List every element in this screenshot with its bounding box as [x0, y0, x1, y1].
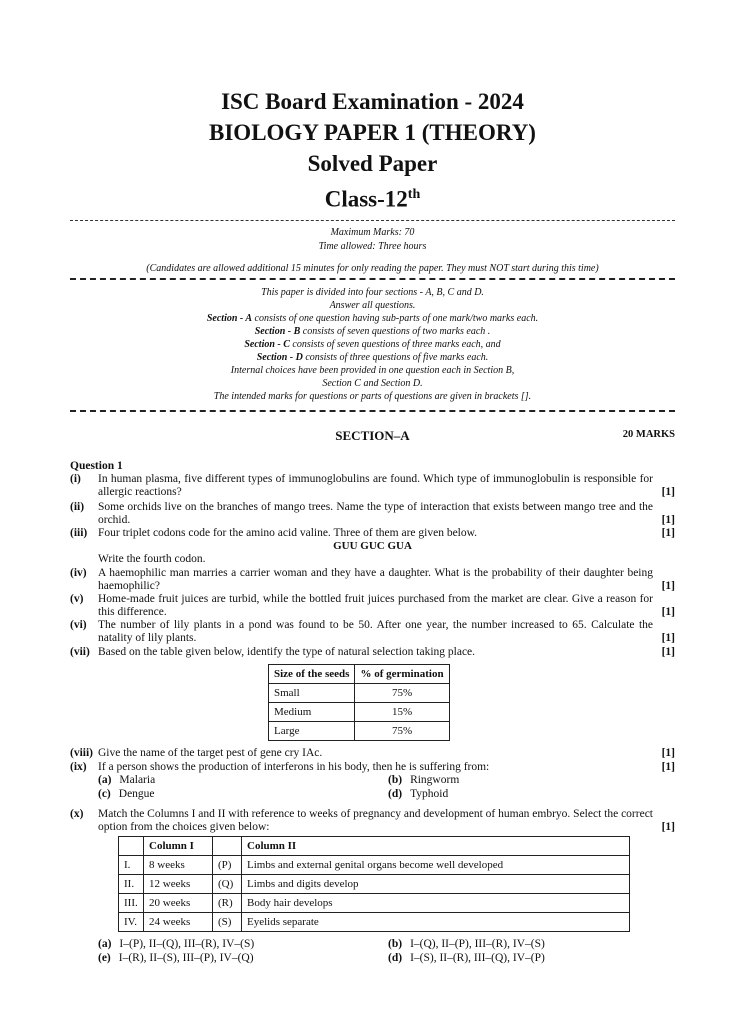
section-marks: 20 MARKS — [622, 429, 675, 440]
question-item — [70, 747, 675, 760]
max-marks: Maximum Marks: 70 — [330, 227, 415, 238]
item-number: (viii) — [70, 747, 93, 759]
table-row: III. 20 weeks (R) Body hair develops — [119, 894, 630, 913]
item-marks: [1] — [661, 646, 675, 658]
option: (b) Ringworm — [388, 774, 460, 786]
item-text: The number of lily plants in a pond was found to be 50. After one year, the number increased to 65. Calculate the natality of lily plants. — [98, 619, 653, 644]
divider — [70, 220, 675, 221]
question-item — [70, 501, 675, 527]
item-marks: [1] — [661, 527, 675, 539]
item-marks: [1] — [661, 486, 675, 498]
item-number: (v) — [70, 593, 84, 605]
instruction-line: The intended marks for questions or parts of questions are given in brackets []. — [213, 391, 532, 402]
time-allowed: Time allowed: Three hours — [318, 241, 427, 252]
item-number: (iii) — [70, 527, 88, 539]
item-marks: [1] — [661, 514, 675, 526]
class-title: Class-12th — [324, 186, 421, 212]
codon-list: GUU GUC GUA — [333, 540, 412, 552]
question-item — [70, 761, 675, 774]
question-item — [70, 567, 675, 593]
table-row: I. 8 weeks (P) Limbs and external genital organs become well developed — [119, 856, 630, 875]
section-header — [70, 428, 675, 444]
table-row: Small 75% — [269, 684, 450, 703]
divider — [70, 410, 675, 412]
item-text: Home-made fruit juices are turbid, while the bottled fruit juices purchased from the market are clear. Give a reason for this difference. — [98, 593, 653, 618]
option: (c) Dengue — [98, 788, 155, 800]
table-header: Column I — [144, 837, 213, 856]
table-row: Medium 15% — [269, 703, 450, 722]
question-item — [70, 808, 675, 834]
instruction-line: Section - B consists of seven questions of two marks each . — [254, 326, 491, 337]
table-header: Size of the seeds — [269, 665, 355, 684]
item-marks: [1] — [661, 632, 675, 644]
board-title: ISC Board Examination - 2024 — [221, 89, 524, 114]
instruction-line: Internal choices have been provided in one question each in Section B, — [230, 365, 515, 376]
question-item — [70, 473, 675, 499]
item-text: Four triplet codons code for the amino acid valine. Three of them are given below. — [98, 527, 478, 539]
paper-title-block — [0, 86, 745, 215]
item-text: Give the name of the target pest of gene cry IAc. — [98, 747, 323, 759]
instruction-line: Section C and Section D. — [322, 378, 423, 389]
item-marks: [1] — [661, 580, 675, 592]
item-marks: [1] — [661, 606, 675, 618]
item-marks: [1] — [661, 761, 675, 773]
question-label: Question 1 — [70, 460, 123, 472]
item-number: (ix) — [70, 761, 87, 773]
table-header: Column II — [242, 837, 630, 856]
item-text: In human plasma, five different types of immunoglobulins are found. Which type of immunoglobulin is responsible for allergic reactions? — [98, 473, 653, 498]
option: (b) I–(Q), II–(P), III–(R), IV–(S) — [388, 938, 545, 950]
item-text: Some orchids live on the branches of mango trees. Name the type of interaction that exists between mango tree and the orchid. — [98, 501, 653, 526]
item-text: Match the Columns I and II with reference to weeks of pregnancy and development of human embryo. Select the correct option from the choices given below: — [98, 808, 653, 833]
question-item — [70, 619, 675, 645]
option: (a) Malaria — [98, 774, 156, 786]
table-row: Large 75% — [269, 722, 450, 741]
match-columns-table — [118, 836, 630, 932]
item-number: (ii) — [70, 501, 85, 513]
instruction-line: Section - D consists of three questions of five marks each. — [256, 352, 489, 363]
divider — [70, 278, 675, 280]
item-number: (iv) — [70, 567, 87, 579]
instruction-line: This paper is divided into four sections - A, B, C and D. — [261, 287, 484, 298]
item-number: (vii) — [70, 646, 90, 658]
item-text: If a person shows the production of interferons in his body, then he is suffering from: — [98, 761, 490, 773]
table-header: % of germination — [355, 665, 449, 684]
item-marks: [1] — [661, 747, 675, 759]
paper-title: BIOLOGY PAPER 1 (THEORY) — [209, 120, 536, 145]
option: (d) Typhoid — [388, 788, 449, 800]
reading-time-note: (Candidates are allowed additional 15 minutes for only reading the paper. They must NOT start during this time) — [146, 263, 599, 274]
instruction-line: Section - C consists of seven questions of three marks each, and — [244, 339, 501, 350]
item-number: (vi) — [70, 619, 87, 631]
option: (e) I–(R), II–(S), III–(P), IV–(Q) — [98, 952, 254, 964]
option: (a) I–(P), II–(Q), III–(R), IV–(S) — [98, 938, 255, 950]
item-text: Based on the table given below, identify the type of natural selection taking place. — [98, 646, 476, 658]
seed-germination-table — [268, 664, 450, 741]
item-number: (i) — [70, 473, 81, 485]
table-row: II. 12 weeks (Q) Limbs and digits develop — [119, 875, 630, 894]
question-item — [70, 593, 675, 619]
instruction-line: Section - A consists of one question having sub-parts of one mark/two marks each. — [206, 313, 539, 324]
question-item — [70, 527, 675, 540]
codon-instruction: Write the fourth codon. — [98, 553, 206, 565]
instruction-line: Answer all questions. — [329, 300, 416, 311]
option: (d) I–(S), II–(R), III–(Q), IV–(P) — [388, 952, 545, 964]
item-marks: [1] — [661, 821, 675, 833]
question-item — [70, 646, 675, 659]
solved-paper-title: Solved Paper — [307, 151, 438, 176]
section-title: SECTION–A — [335, 428, 410, 443]
table-row: IV. 24 weeks (S) Eyelids separate — [119, 913, 630, 932]
item-text: A haemophilic man marries a carrier woman and they have a daughter. What is the probability of their daughter being haemophilic? — [98, 567, 653, 592]
item-number: (x) — [70, 808, 84, 820]
